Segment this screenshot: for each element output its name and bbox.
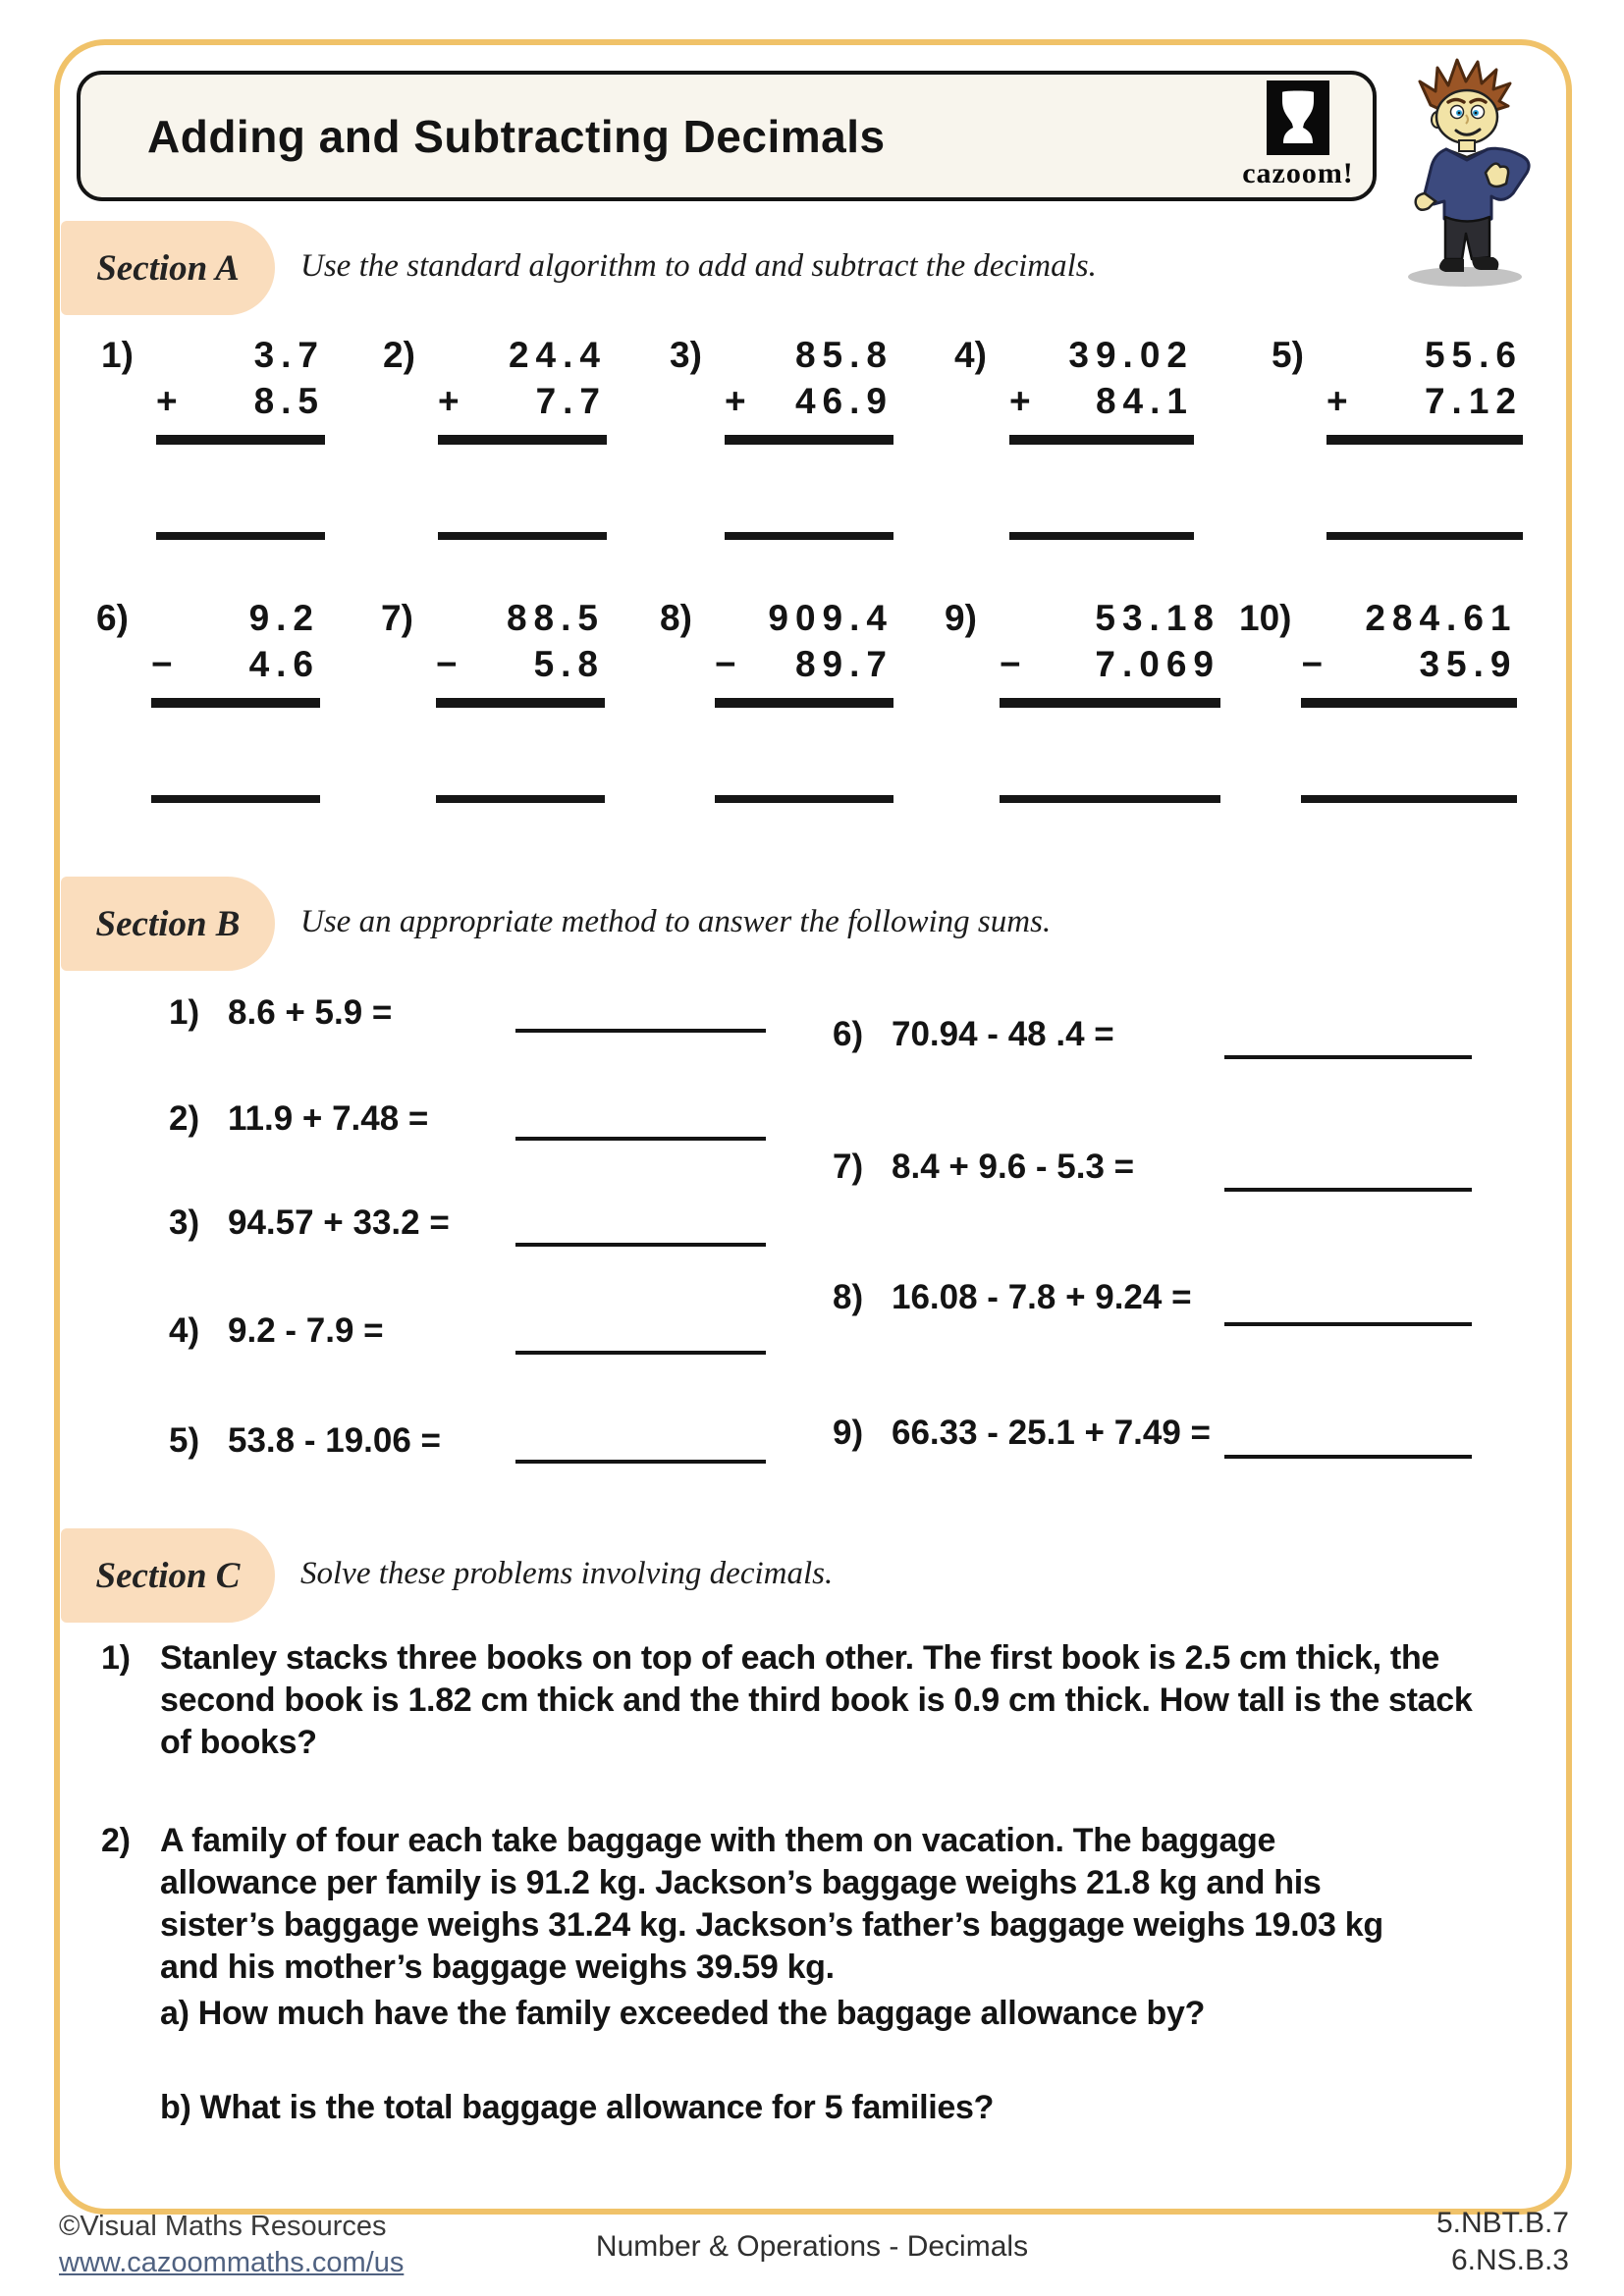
top-operand: 39.02 [1068, 335, 1194, 375]
column-problem [383, 332, 607, 540]
answer-line [1326, 532, 1523, 540]
bottom-operand: 35.9 [1419, 644, 1518, 684]
sub-question-a: a) How much have the family exceeded the baggage allowance by? [160, 1995, 1206, 2032]
expression: 16.08 - 7.8 + 9.24 = [892, 1278, 1192, 1316]
top-operand: 88.5 [506, 598, 605, 638]
bottom-operand: 5.8 [533, 644, 605, 684]
column-problem [1272, 332, 1523, 540]
problem-number: 1) [101, 335, 134, 375]
sub-question-b: b) What is the total baggage allowance for 5 families? [160, 2089, 995, 2126]
sum-line [156, 435, 325, 445]
operator: − [436, 644, 458, 684]
bottom-operand: 7.12 [1424, 381, 1523, 421]
problem-number: 10) [1239, 598, 1292, 638]
equation [169, 993, 392, 1033]
title-box [77, 71, 1377, 201]
answer-blank [1224, 1455, 1472, 1459]
top-operand: 53.18 [1095, 598, 1220, 638]
answer-line [1009, 532, 1194, 540]
bottom-operand: 8.5 [253, 381, 325, 421]
cazoom-logo-text: cazoom! [1242, 157, 1354, 189]
section-a-instruction: Use the standard algorithm to add and subtract the decimals. [300, 248, 1097, 284]
bottom-operand: 46.9 [794, 381, 893, 421]
word-problem-text: A family of four each take baggage with them on vacation. The baggage allowance per family is 91.2 kg. Jackson’s baggage weighs 21.8 kg and his sister’s baggage weighs 31.24 kg. Jackson’s father’s baggage weighs 19.03 kg and his mother’s baggage weighs 39.59 kg. [160, 1822, 1383, 1986]
word-problem-text: Stanley stacks three books on top of each other. The first book is 2.5 cm thick, the second book is 1.82 cm thick and the third book is 0.9 cm thick. How tall is the stack of books? [160, 1639, 1473, 1761]
column-problem [101, 332, 325, 540]
answer-line [156, 532, 325, 540]
top-operand: 9.2 [248, 598, 320, 638]
problem-number: 3) [169, 1203, 200, 1242]
problem-number: 8) [833, 1278, 864, 1316]
expression: 70.94 - 48 .4 = [892, 1015, 1114, 1053]
mascot-boy-illustration [1386, 54, 1573, 294]
problem-number: 6) [96, 598, 129, 638]
section-c-badge [61, 1528, 275, 1623]
operator: + [438, 381, 460, 421]
section-a-badge [61, 221, 275, 315]
footer-category: Number & Operations - Decimals [595, 2230, 1029, 2263]
answer-blank [1224, 1188, 1472, 1192]
column-problem [381, 595, 605, 803]
answer-line [151, 795, 320, 803]
column-problem [1239, 595, 1517, 803]
equation [833, 1278, 1192, 1317]
bottom-operand: 89.7 [794, 644, 893, 684]
equation [169, 1421, 441, 1461]
footer-copyright: ©Visual Maths Resources [59, 2211, 387, 2242]
word-problem [101, 1820, 1427, 1989]
sum-line [1301, 698, 1517, 708]
equation [833, 1148, 1134, 1187]
top-operand: 909.4 [768, 598, 893, 638]
top-operand: 55.6 [1424, 335, 1523, 375]
problem-number: 1) [101, 1639, 131, 1677]
operator: − [1000, 644, 1021, 684]
bottom-operand: 7.7 [535, 381, 607, 421]
answer-blank [515, 1460, 766, 1464]
section-b-badge [61, 877, 275, 971]
expression: 11.9 + 7.48 = [228, 1099, 429, 1138]
top-operand: 85.8 [794, 335, 893, 375]
problem-number: 4) [954, 335, 987, 375]
problem-number: 4) [169, 1311, 200, 1350]
sum-line [1000, 698, 1220, 708]
top-operand: 24.4 [508, 335, 607, 375]
sum-line [1009, 435, 1194, 445]
sum-line [151, 698, 320, 708]
cazoom-drum-icon [1267, 80, 1329, 155]
problem-number: 2) [383, 335, 415, 375]
cazoom-logo [1225, 80, 1371, 190]
problem-number: 6) [833, 1015, 864, 1053]
problem-number: 5) [1272, 335, 1304, 375]
problem-number: 9) [945, 598, 977, 638]
equation [169, 1203, 450, 1243]
problem-number: 5) [169, 1421, 200, 1460]
problem-number: 1) [169, 993, 200, 1032]
standard-code-1: 5.NBT.B.7 [1435, 2207, 1569, 2239]
operator: + [156, 381, 178, 421]
column-problem [954, 332, 1194, 540]
expression: 94.57 + 33.2 = [228, 1203, 450, 1242]
answer-blank [1224, 1322, 1472, 1326]
answer-blank [515, 1243, 766, 1247]
section-b-label: Section B [95, 903, 241, 944]
equation [833, 1414, 1211, 1453]
answer-blank [515, 1351, 766, 1355]
answer-line [436, 795, 605, 803]
operator: − [1301, 644, 1324, 684]
section-b-instruction: Use an appropriate method to answer the following sums. [300, 904, 1052, 939]
column-problem [945, 595, 1220, 803]
word-problem [101, 1637, 1486, 1764]
section-c-label: Section C [95, 1555, 241, 1596]
expression: 9.2 - 7.9 = [228, 1311, 384, 1350]
sum-line [1326, 435, 1523, 445]
sum-line [438, 435, 607, 445]
problem-number: 2) [101, 1822, 131, 1859]
sum-line [725, 435, 893, 445]
problem-number: 2) [169, 1099, 200, 1138]
operator: − [715, 644, 736, 684]
operator: + [725, 381, 746, 421]
problem-number: 9) [833, 1414, 864, 1452]
answer-line [1301, 795, 1517, 803]
expression: 8.6 + 5.9 = [228, 993, 393, 1032]
answer-line [725, 532, 893, 540]
expression: 66.33 - 25.1 + 7.49 = [892, 1414, 1211, 1452]
section-a-label: Section A [96, 247, 240, 289]
problem-number: 8) [660, 598, 692, 638]
equation [169, 1099, 428, 1139]
expression: 8.4 + 9.6 - 5.3 = [892, 1148, 1135, 1186]
operator: + [1326, 381, 1348, 421]
problem-number: 3) [670, 335, 702, 375]
page-title: Adding and Subtracting Decimals [147, 110, 886, 162]
column-problem [660, 595, 893, 803]
answer-blank [515, 1137, 766, 1141]
footer-url-link[interactable]: www.cazoommaths.com/us [59, 2247, 405, 2278]
answer-line [715, 795, 893, 803]
bottom-operand: 4.6 [248, 644, 320, 684]
column-problem [96, 595, 320, 803]
expression: 53.8 - 19.06 = [228, 1421, 441, 1460]
sum-line [715, 698, 893, 708]
answer-blank [1224, 1055, 1472, 1059]
problem-number: 7) [833, 1148, 864, 1186]
top-operand: 284.61 [1365, 598, 1518, 638]
section-c-instruction: Solve these problems involving decimals. [300, 1556, 834, 1591]
problem-number: 7) [381, 598, 413, 638]
bottom-operand: 84.1 [1095, 381, 1194, 421]
top-operand: 3.7 [253, 335, 325, 375]
sum-line [436, 698, 605, 708]
answer-line [438, 532, 607, 540]
operator: + [1009, 381, 1031, 421]
equation [833, 1015, 1114, 1054]
equation [169, 1311, 384, 1351]
column-problem [670, 332, 893, 540]
answer-blank [515, 1029, 766, 1033]
bottom-operand: 7.069 [1095, 644, 1220, 684]
standard-code-2: 6.NS.B.3 [1450, 2244, 1569, 2276]
operator: − [151, 644, 173, 684]
answer-line [1000, 795, 1220, 803]
